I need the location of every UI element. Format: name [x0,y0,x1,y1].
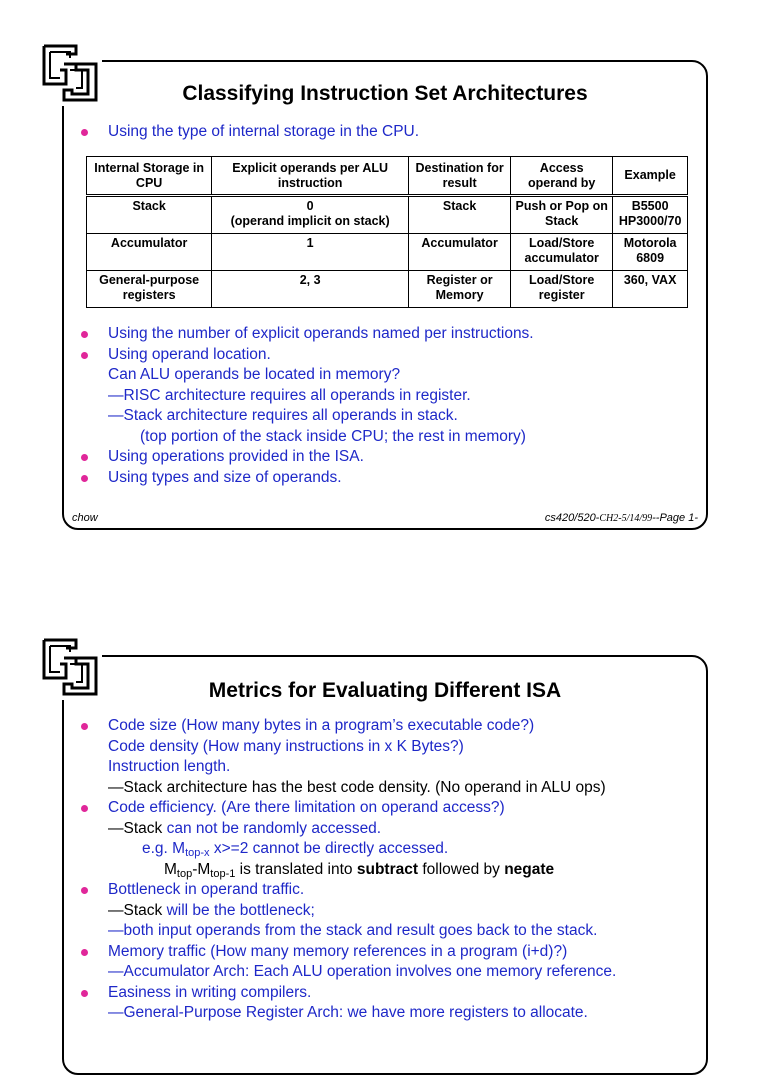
slide-2 [62,655,708,1075]
table-cell: Register or Memory [409,271,511,308]
table-header: Internal Storage in CPU [87,157,212,196]
bullet-icon [81,990,88,997]
bullet-icon [81,352,88,359]
list-item: Memory traffic (How many memory references in a program (i+d)?) —Accumulator Arch: Each ALU operation involves one memory reference. [78,942,698,983]
table-header: Example [613,157,688,196]
list-item: Using operations provided in the ISA. [78,447,698,468]
table-header: Destination for result [409,157,511,196]
table-cell: Load/Store register [511,271,613,308]
table-cell: 2, 3 [212,271,409,308]
bullet-icon [81,475,88,482]
list-item: Using operand location. Can ALU operands be located in memory? —RISC architecture requires all operands in register. —Stack architecture requires all operands in stack. (top portion of the stack inside CPU; the rest in memory) [78,345,698,448]
table-cell: 0 (operand implicit on stack) [212,196,409,234]
isa-classification-table [86,156,688,308]
bullet-icon [81,331,88,338]
footer-author: chow [72,512,98,524]
table-cell: Load/Store accumulator [511,234,613,271]
table-cell: General-purpose registers [87,271,212,308]
list-item: Easiness in writing compilers. —General-Purpose Register Arch: we have more registers to allocate. [78,983,698,1024]
table-cell: Accumulator [87,234,212,271]
list-item: Code efficiency. (Are there limitation on operand access?) —Stack can not be randomly accessed. e.g. $M_{top-x}$ x>=2 cannot be directly accessed. $M_{top}-M_{top-1}$ is translated into subtract followed by negate [78,798,698,880]
table-row [87,271,688,308]
bullet-icon [81,723,88,730]
table-cell: 360, VAX [613,271,688,308]
table-header: Explicit operands per ALU instruction [212,157,409,196]
table-row [87,234,688,271]
table-cell: Stack [87,196,212,234]
list-item: Using types and size of operands. [78,468,698,489]
slide-2-title: Metrics for Evaluating Different ISA [208,679,562,702]
cu-logo-icon [36,40,102,106]
table-cell: Motorola 6809 [613,234,688,271]
slide-1 [62,60,708,530]
table-row [87,196,688,234]
bullet-icon [81,887,88,894]
footer-page-info: cs420/520-CH2-5/14/99--Page 1- [544,512,698,524]
bullet-icon [81,454,88,461]
bullet-icon [81,949,88,956]
table-cell: B5500 HP3000/70 [613,196,688,234]
list-item: Bottleneck in operand traffic. —Stack will be the bottleneck; —both input operands from the stack and result goes back to the stack. [78,880,698,942]
list-item: Using the number of explicit operands named per instructions. [78,324,698,345]
table-cell: Accumulator [409,234,511,271]
bullet-icon [81,805,88,812]
table-cell: Stack [409,196,511,234]
table-header-row [87,157,688,196]
slide-1-title: Classifying Instruction Set Architectures [182,82,588,105]
slide-2-bullet-list [78,716,698,1024]
cu-logo-icon [36,634,102,700]
list-item: Code size (How many bytes in a program’s executable code?) Code density (How many instructions in x K Bytes?) Instruction length. —Stack architecture has the best code density. (No operand in ALU ops) [78,716,698,798]
table-header: Access operand by [511,157,613,196]
list-item: Using the type of internal storage in the CPU. [78,122,698,143]
slide-1-intro-list [78,122,698,143]
table-cell: Push or Pop on Stack [511,196,613,234]
bullet-icon [81,129,88,136]
table-cell: 1 [212,234,409,271]
slide-1-bullet-list [78,324,698,488]
